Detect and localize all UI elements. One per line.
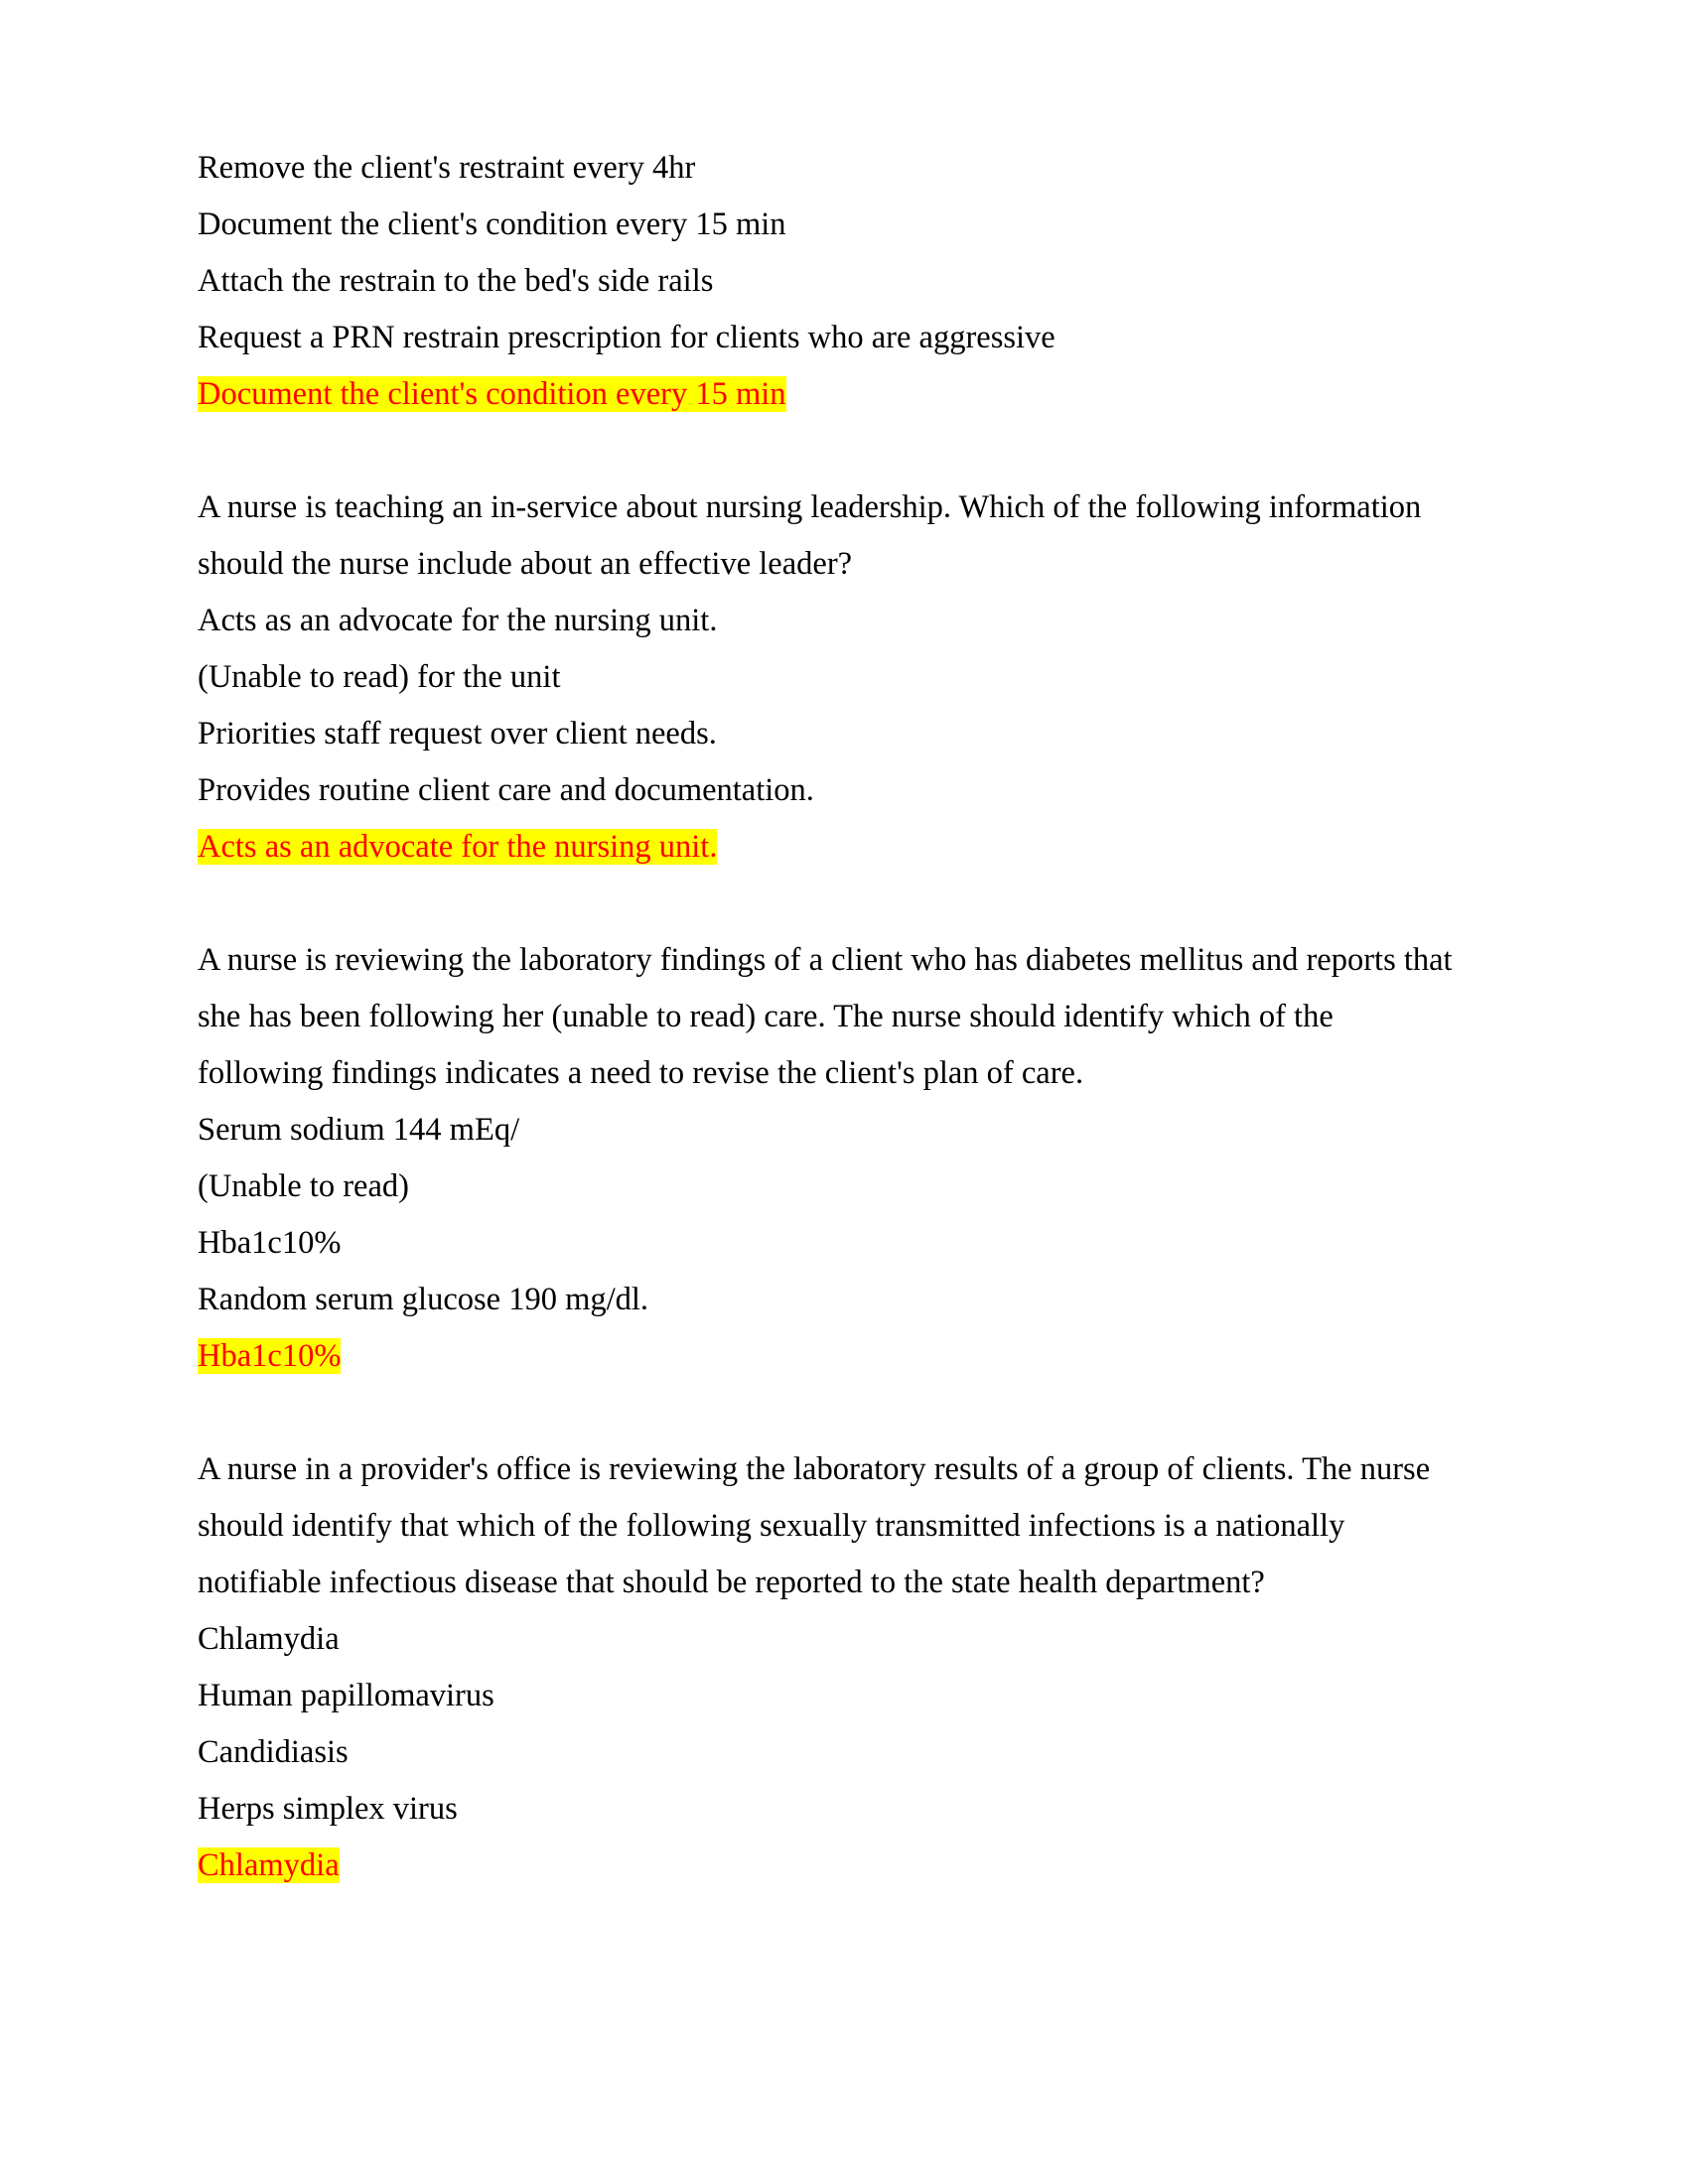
question-text: A nurse is reviewing the laboratory findings of a client who has diabetes mellitus and reports that bbox=[198, 942, 1453, 978]
option: Document the client's condition every 15 min bbox=[198, 206, 786, 242]
option: Chlamydia bbox=[198, 1621, 340, 1657]
question-text: should the nurse include about an effective leader? bbox=[198, 546, 853, 582]
question-block-restraint bbox=[198, 140, 1508, 423]
question-text: notifiable infectious disease that should be reported to the state health department? bbox=[198, 1565, 1265, 1600]
highlighted-answer: Hba1c10% bbox=[198, 1338, 342, 1374]
question-text: she has been following her (unable to read) care. The nurse should identify which of the bbox=[198, 999, 1334, 1034]
question-block-diabetes bbox=[198, 932, 1508, 1385]
question-block-sti bbox=[198, 1441, 1508, 1894]
document-page bbox=[198, 140, 1508, 1894]
question-block-leadership bbox=[198, 479, 1508, 876]
question-text: should identify that which of the following sexually transmitted infections is a nationally bbox=[198, 1508, 1345, 1544]
option: Request a PRN restrain prescription for clients who are aggressive bbox=[198, 320, 1055, 355]
option: (Unable to read) for the unit bbox=[198, 659, 561, 695]
option: Random serum glucose 190 mg/dl. bbox=[198, 1282, 649, 1317]
option: Hba1c10% bbox=[198, 1225, 342, 1261]
option: (Unable to read) bbox=[198, 1168, 409, 1204]
option: Attach the restrain to the bed's side rails bbox=[198, 263, 714, 299]
option: Herps simplex virus bbox=[198, 1791, 458, 1827]
option: Acts as an advocate for the nursing unit. bbox=[198, 603, 718, 638]
question-text: following findings indicates a need to revise the client's plan of care. bbox=[198, 1055, 1084, 1091]
option: Serum sodium 144 mEq/ bbox=[198, 1112, 520, 1148]
highlighted-answer: Acts as an advocate for the nursing unit. bbox=[198, 829, 718, 865]
option: Provides routine client care and documentation. bbox=[198, 772, 814, 808]
option: Remove the client's restraint every 4hr bbox=[198, 150, 696, 186]
highlighted-answer: Document the client's condition every 15 min bbox=[198, 376, 786, 412]
highlighted-answer: Chlamydia bbox=[198, 1847, 340, 1883]
question-text: A nurse is teaching an in-service about nursing leadership. Which of the following information bbox=[198, 489, 1422, 525]
option: Human papillomavirus bbox=[198, 1678, 494, 1713]
option: Priorities staff request over client needs. bbox=[198, 716, 717, 751]
question-text: A nurse in a provider's office is reviewing the laboratory results of a group of clients. The nurse bbox=[198, 1451, 1431, 1487]
option: Candidiasis bbox=[198, 1734, 349, 1770]
